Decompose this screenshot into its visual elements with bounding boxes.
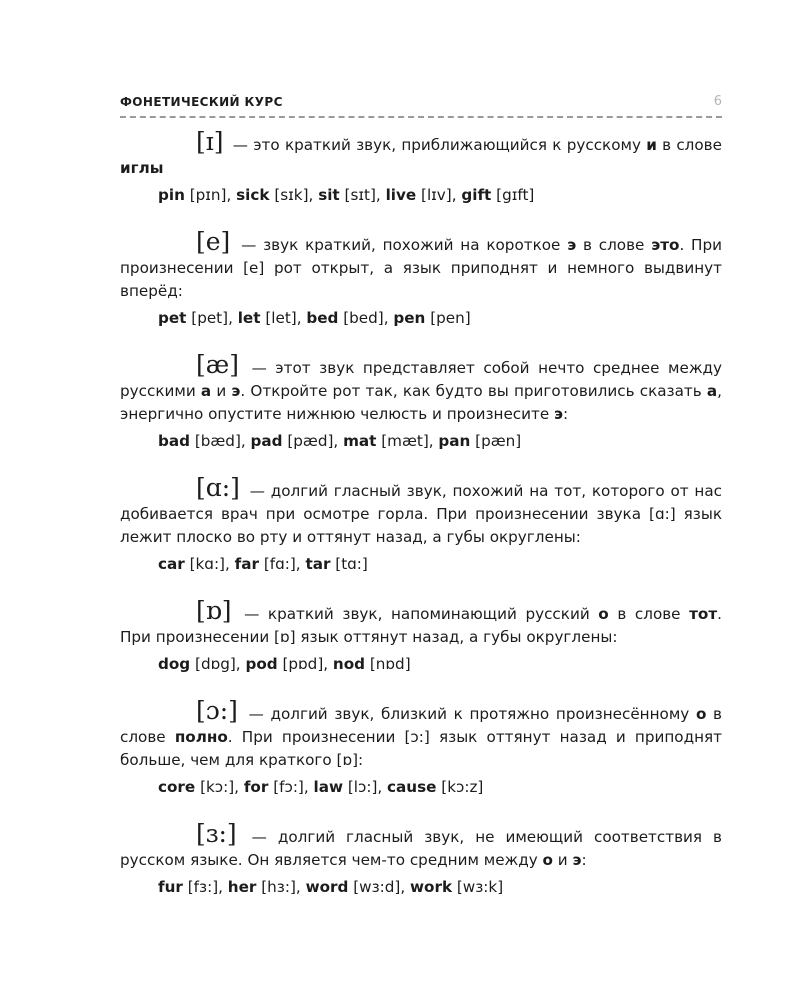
example-list: fur [fɜ:], her [hɜ:], word [wɜ:d], work [wɜ:k] bbox=[158, 878, 504, 896]
phonetics-content bbox=[120, 127, 722, 924]
phonetic-symbol: [ɔ:] bbox=[196, 696, 238, 725]
example-list: car [kɑ:], far [fɑ:], tar [tɑ:] bbox=[158, 555, 368, 573]
emphasized-text: о bbox=[598, 605, 609, 623]
example-word: her bbox=[227, 878, 257, 896]
phonetic-symbol: [ɜ:] bbox=[196, 819, 237, 848]
example-transcription: [pen] bbox=[430, 309, 471, 327]
example-transcription: [dɒg] bbox=[195, 655, 236, 673]
sound-entry bbox=[120, 227, 722, 330]
example-word: sit bbox=[318, 186, 340, 204]
sound-description bbox=[120, 227, 722, 303]
example-transcription: [wɜ:d] bbox=[353, 878, 401, 896]
emphasized-text: о bbox=[542, 851, 553, 869]
description-text: — краткий звук, напоминающий русский bbox=[235, 605, 599, 623]
description-text: и bbox=[552, 851, 573, 869]
description-text: в слове bbox=[120, 705, 722, 746]
example-transcription: [hɜ:] bbox=[261, 878, 296, 896]
phonetic-symbol: [ɑ:] bbox=[196, 473, 240, 502]
phonetic-symbol: [e] bbox=[196, 227, 231, 256]
example-word: dog bbox=[158, 655, 191, 673]
example-list: pet [pet], let [let], bed [bed], pen [pen] bbox=[158, 309, 471, 327]
sound-entry bbox=[120, 350, 722, 453]
example-transcription: [gɪft] bbox=[496, 186, 535, 204]
description-text: и bbox=[211, 382, 232, 400]
example-transcription: [sɪt] bbox=[344, 186, 376, 204]
emphasized-text: а bbox=[200, 382, 212, 400]
example-list: core [kɔ:], for [fɔ:], law [lɔ:], cause [kɔ:z] bbox=[158, 778, 484, 796]
emphasized-text: а bbox=[706, 382, 718, 400]
emphasized-text: тот bbox=[689, 605, 718, 623]
example-transcription: [mæt] bbox=[381, 432, 429, 450]
description-text: — долгий гласный звук, не имеющий соответствия в русском языке. Он является чем-то средним между bbox=[120, 828, 722, 869]
example-transcription: [bed] bbox=[343, 309, 384, 327]
emphasized-text: иглы bbox=[120, 159, 164, 177]
example-transcription: [fɑ:] bbox=[263, 555, 296, 573]
example-transcription: [sɪk] bbox=[274, 186, 309, 204]
example-word: pin bbox=[158, 186, 185, 204]
emphasized-text: это bbox=[651, 236, 680, 254]
emphasized-text: э bbox=[231, 382, 241, 400]
description-text: . Откройте рот так, как будто вы приготовились сказать bbox=[240, 382, 707, 400]
example-word: pad bbox=[250, 432, 283, 450]
example-transcription: [pæd] bbox=[287, 432, 334, 450]
example-word: work bbox=[409, 878, 453, 896]
example-word: sick bbox=[236, 186, 270, 204]
example-transcription: [lɔ:] bbox=[347, 778, 378, 796]
example-word: pet bbox=[158, 309, 187, 327]
running-title: ФОНЕТИЧЕСКИЙ КУРС bbox=[120, 95, 283, 109]
example-word: tar bbox=[305, 555, 331, 573]
emphasized-text: о bbox=[695, 705, 707, 723]
example-word: mat bbox=[343, 432, 377, 450]
description-text: , энергично опустите нижнюю челюсть и произнесите bbox=[120, 382, 722, 423]
example-list: dog [dɒg], pod [pɒd], nod [nɒd] bbox=[158, 655, 411, 673]
example-transcription: [pɪn] bbox=[189, 186, 227, 204]
description-text: : bbox=[581, 851, 587, 869]
description-text: в слове bbox=[656, 136, 722, 154]
example-transcription: [lɪv] bbox=[421, 186, 452, 204]
emphasized-text: э bbox=[567, 236, 577, 254]
example-transcription: [nɒd] bbox=[369, 655, 411, 673]
example-word: cause bbox=[387, 778, 437, 796]
description-text: в слове bbox=[576, 236, 652, 254]
sound-description bbox=[120, 596, 722, 649]
description-text: — долгий звук, близкий к протяжно произнесённому bbox=[241, 705, 696, 723]
example-word: pod bbox=[245, 655, 278, 673]
phonetic-symbol: [ɒ] bbox=[196, 596, 232, 625]
example-transcription: [pet] bbox=[191, 309, 229, 327]
sound-entry bbox=[120, 127, 722, 207]
example-word: let bbox=[237, 309, 261, 327]
example-word: far bbox=[234, 555, 259, 573]
example-transcription: [pæn] bbox=[475, 432, 522, 450]
example-list: bad [bæd], pad [pæd], mat [mæt], pan [pæn] bbox=[158, 432, 522, 450]
description-text: : bbox=[563, 405, 569, 423]
example-word: bed bbox=[306, 309, 339, 327]
example-word: law bbox=[313, 778, 344, 796]
example-transcription: [bæd] bbox=[194, 432, 241, 450]
sound-description bbox=[120, 696, 722, 772]
example-list: pin [pɪn], sick [sɪk], sit [sɪt], live [lɪv], gift [gɪft] bbox=[158, 186, 535, 204]
sound-entry bbox=[120, 473, 722, 576]
example-word: gift bbox=[461, 186, 492, 204]
example-transcription: [wɜ:k] bbox=[456, 878, 504, 896]
example-transcription: [kɔ:] bbox=[200, 778, 235, 796]
example-transcription: [kɔ:z] bbox=[441, 778, 484, 796]
description-text: — долгий гласный звук, похожий на тот, которого от нас добивается врач при осмотре горла. При произнесении звука [ɑ:] язык лежит плоско во рту и оттянут назад, а губы округлены: bbox=[120, 482, 722, 546]
sound-entry bbox=[120, 696, 722, 799]
description-text: . При произнесении [e] рот открыт, а язык приподнят и немного выдвинут вперёд: bbox=[120, 236, 722, 300]
description-text: — звук краткий, похожий на короткое bbox=[234, 236, 568, 254]
emphasized-text: э bbox=[572, 851, 582, 869]
example-word: car bbox=[158, 555, 185, 573]
example-word: core bbox=[158, 778, 196, 796]
phonetic-symbol: [ɪ] bbox=[196, 127, 224, 156]
example-transcription: [fɔ:] bbox=[273, 778, 304, 796]
example-word: word bbox=[305, 878, 349, 896]
sound-description bbox=[120, 819, 722, 872]
emphasized-text: э bbox=[554, 405, 564, 423]
sound-description bbox=[120, 127, 722, 180]
sound-entry bbox=[120, 819, 722, 899]
example-transcription: [pɒd] bbox=[282, 655, 324, 673]
example-word: pan bbox=[438, 432, 471, 450]
example-word: for bbox=[243, 778, 269, 796]
description-text: — это краткий звук, приближающийся к русскому bbox=[227, 136, 647, 154]
emphasized-text: полно bbox=[174, 728, 228, 746]
description-text: . При произнесении [ɔ:] язык оттянут назад и приподнят больше, чем для краткого [ɒ]: bbox=[120, 728, 722, 769]
example-transcription: [tɑ:] bbox=[335, 555, 368, 573]
sound-description bbox=[120, 473, 722, 549]
description-text: — этот звук представляет собой нечто среднее между русскими bbox=[120, 359, 722, 400]
example-transcription: [let] bbox=[265, 309, 297, 327]
example-word: fur bbox=[158, 878, 183, 896]
example-transcription: [kɑ:] bbox=[189, 555, 225, 573]
example-word: pen bbox=[393, 309, 426, 327]
description-text: . При произнесении [ɒ] язык оттянут назад, а губы округлены: bbox=[120, 605, 722, 646]
description-text: в слове bbox=[608, 605, 690, 623]
phonetic-symbol: [æ] bbox=[196, 350, 240, 379]
emphasized-text: и bbox=[646, 136, 657, 154]
page-header bbox=[120, 94, 722, 118]
example-word: bad bbox=[158, 432, 190, 450]
sound-description bbox=[120, 350, 722, 426]
example-word: live bbox=[385, 186, 417, 204]
sound-entry bbox=[120, 596, 722, 676]
example-transcription: [fɜ:] bbox=[187, 878, 219, 896]
example-word: nod bbox=[332, 655, 366, 673]
page-number: 6 bbox=[713, 94, 722, 109]
